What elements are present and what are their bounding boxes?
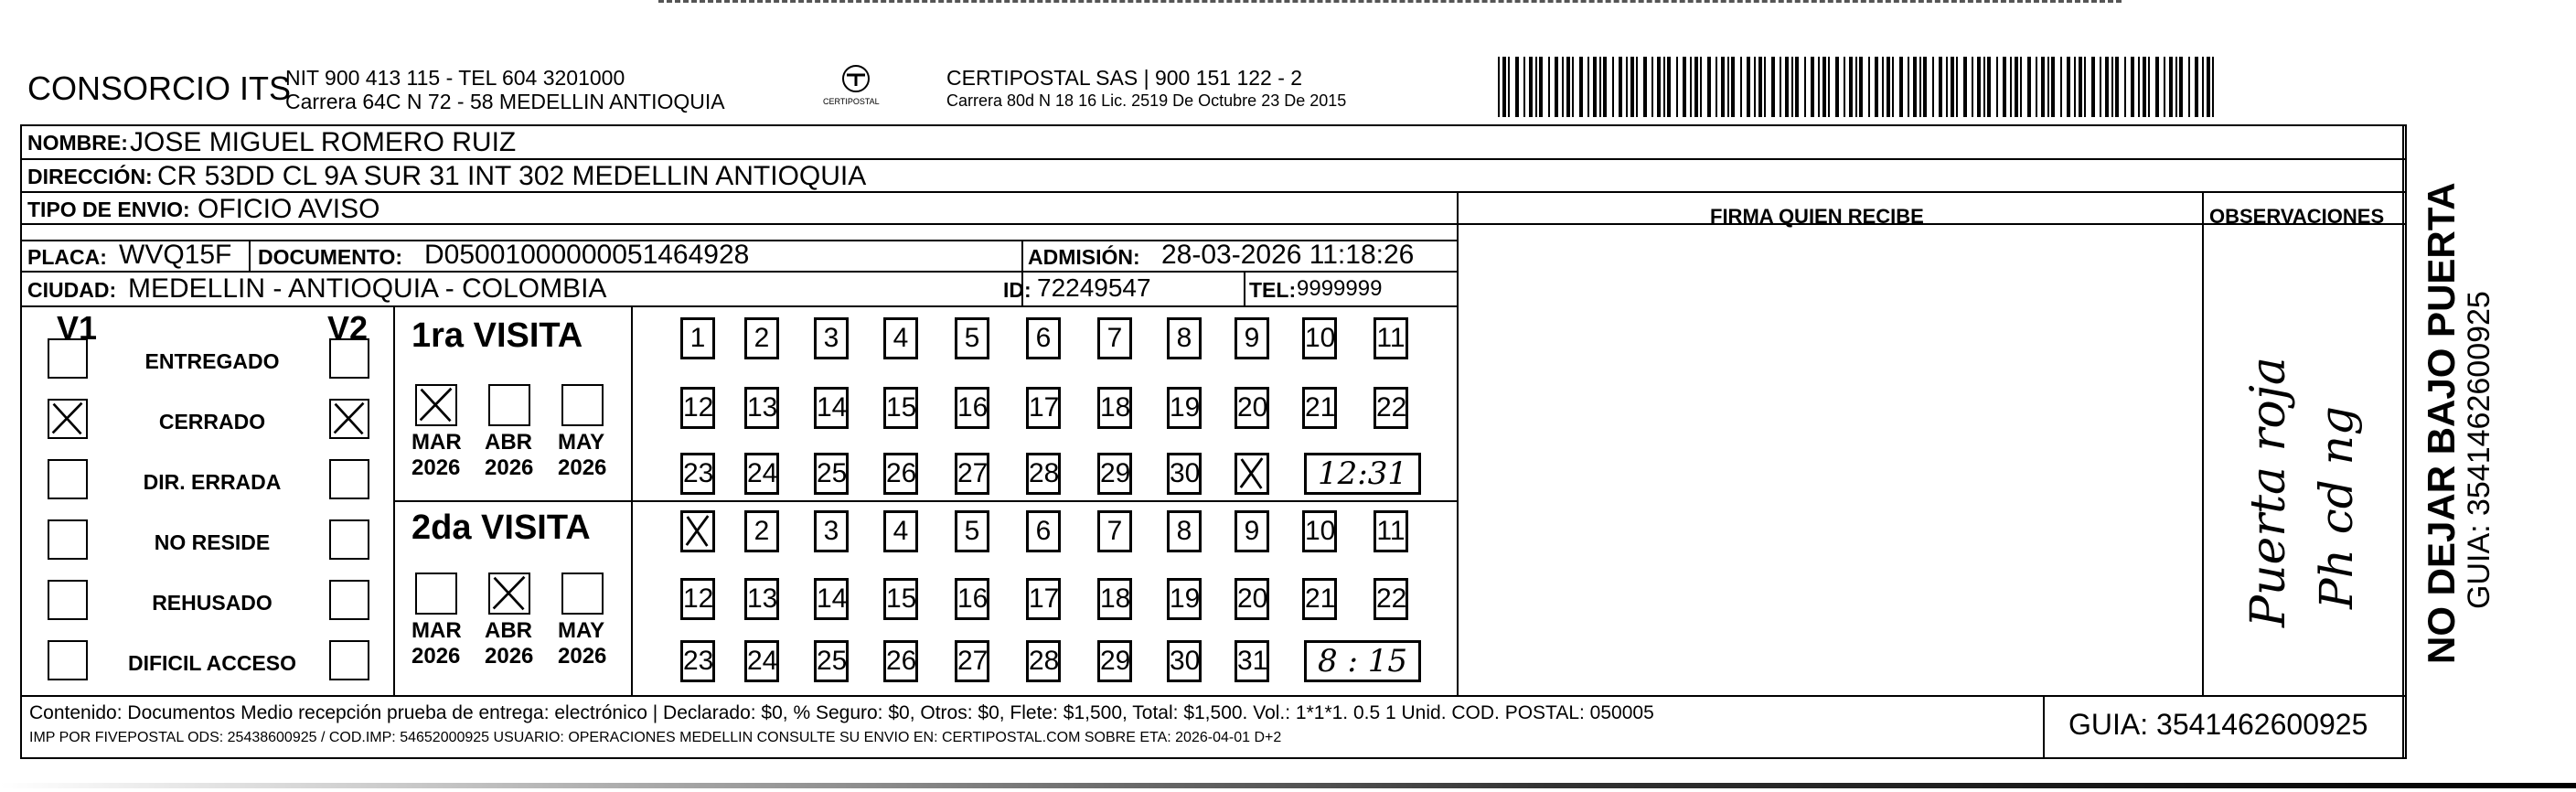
v1-checkbox[interactable]	[48, 580, 88, 620]
day-checkbox[interactable]: 19	[1167, 387, 1202, 429]
placa-value: WVQ15F	[119, 240, 232, 270]
year-label: 2026	[412, 455, 461, 480]
barcode-bar	[1785, 57, 1789, 117]
barcode-bar	[2091, 57, 2095, 117]
barcode-bar	[1977, 57, 1981, 117]
day-checkbox[interactable]: 21	[1302, 578, 1337, 620]
observaciones-label: OBSERVACIONES	[2209, 205, 2385, 228]
status-label: ENTREGADO	[144, 349, 280, 373]
v1-checkbox[interactable]	[48, 338, 88, 379]
barcode-bar	[1754, 57, 1756, 117]
v1-checkbox[interactable]	[48, 519, 88, 560]
day-checkbox[interactable]: 9	[1235, 317, 1269, 359]
day-checkbox[interactable]: 15	[883, 387, 918, 429]
barcode-bar	[1643, 57, 1647, 117]
barcode-bar	[1764, 57, 1766, 117]
firma-label: FIRMA QUIEN RECIBE	[1710, 205, 1924, 228]
barcode-bar	[1875, 57, 1878, 117]
day-checkbox[interactable]: 27	[955, 453, 989, 495]
barcode-bar	[1727, 57, 1729, 117]
day-checkbox[interactable]: 4	[883, 510, 918, 552]
barcode-bar	[2036, 57, 2037, 117]
company-name: CONSORCIO ITS	[27, 70, 292, 107]
barcode-bar	[2207, 57, 2210, 117]
no-dejar-text: NO DEJAR BAJO PUERTA	[2420, 182, 2463, 664]
barcode-bar	[2164, 57, 2165, 117]
certipostal-logo	[823, 64, 883, 110]
obs-handwriting-line2: Ph cd ng	[2310, 406, 2363, 609]
barcode-bar	[1676, 57, 1678, 117]
barcode-bar	[2111, 57, 2113, 117]
barcode-bar	[2195, 57, 2198, 117]
footer-guia: GUIA: 3541462600925	[2068, 708, 2368, 741]
v2-checkbox[interactable]	[329, 399, 369, 439]
v1-checkbox[interactable]	[48, 399, 88, 439]
barcode-bar	[1844, 57, 1845, 117]
day-checkbox[interactable]: 20	[1235, 578, 1269, 620]
day-checkbox[interactable]: 29	[1097, 640, 1132, 682]
barcode-bar	[1626, 57, 1628, 117]
barcode-bar	[1804, 57, 1806, 117]
barcode-bar	[2105, 57, 2109, 117]
barcode-bar	[1939, 57, 1942, 117]
day-checkbox[interactable]: 28	[1026, 640, 1061, 682]
side-text	[2407, 124, 2517, 759]
day-checkbox[interactable]: 8	[1167, 510, 1202, 552]
day-checkbox[interactable]: 3	[814, 510, 849, 552]
barcode-bar	[1946, 57, 1948, 117]
barcode-bar	[1731, 57, 1735, 117]
day-checkbox[interactable]: 2	[744, 510, 779, 552]
day-checkbox[interactable]: 25	[814, 453, 849, 495]
v2-checkbox[interactable]	[329, 519, 369, 560]
barcode-bar	[1818, 57, 1820, 117]
barcode-bar	[1593, 57, 1597, 117]
barcode-bar	[2020, 57, 2022, 117]
barcode-bar	[2148, 57, 2150, 117]
status-label: DIR. ERRADA	[143, 470, 282, 494]
day-checkbox[interactable]: 13	[744, 578, 779, 620]
barcode-bar	[2124, 57, 2126, 117]
barcode-bar	[2179, 57, 2183, 117]
barcode-bar	[1529, 57, 1533, 117]
v2-checkbox[interactable]	[329, 640, 369, 680]
day-checkbox[interactable]: 14	[814, 578, 849, 620]
day-checkbox[interactable]: 7	[1097, 510, 1132, 552]
barcode-bar	[1892, 57, 1894, 117]
obs-handwriting-line1: Puerta roja	[2241, 357, 2296, 627]
v2-label: V2	[327, 309, 369, 347]
day-checkbox[interactable]: 20	[1235, 387, 1269, 429]
barcode-bar	[2027, 57, 2031, 117]
day-checkbox[interactable]: 10	[1302, 317, 1337, 359]
year-label: 2026	[485, 455, 534, 480]
barcode-bar	[1919, 57, 1921, 117]
day-checkbox[interactable]: 5	[955, 510, 989, 552]
barcode-bar	[2060, 57, 2062, 117]
barcode-bar	[1908, 57, 1909, 117]
barcode-bar	[2041, 57, 2045, 117]
day-checkbox[interactable]: 23	[680, 640, 715, 682]
month-checkbox[interactable]	[488, 384, 530, 426]
day-checkbox[interactable]: 26	[883, 640, 918, 682]
barcode-bar	[1630, 57, 1634, 117]
day-checkbox[interactable]: 17	[1026, 387, 1061, 429]
v2-checkbox[interactable]	[329, 459, 369, 499]
barcode-bar	[2138, 57, 2140, 117]
company-nit: NIT 900 413 115 - TEL 604 3201000	[285, 66, 625, 90]
day-checkbox[interactable]: 9	[1235, 510, 1269, 552]
barcode-bar	[1859, 57, 1863, 117]
barcode-bar	[1566, 57, 1570, 117]
barcode-bar	[1548, 57, 1550, 117]
barcode-bar	[2051, 57, 2055, 117]
v1-checkbox[interactable]	[48, 640, 88, 680]
id-label: ID:	[1003, 278, 1031, 302]
day-checkbox[interactable]: 22	[1374, 578, 1408, 620]
barcode-bar	[2169, 57, 2173, 117]
barcode-bar	[1963, 57, 1967, 117]
direccion-label: DIRECCIÓN:	[27, 165, 153, 188]
year-label: 2026	[558, 644, 607, 669]
month-checkbox[interactable]	[561, 573, 604, 615]
barcode-bar	[1555, 57, 1558, 117]
barcode-bar	[1562, 57, 1564, 117]
documento-label: DOCUMENTO:	[258, 245, 403, 269]
direccion-value: CR 53DD CL 9A SUR 31 INT 302 MEDELLIN ANTIOQUIA	[157, 161, 867, 191]
day-checkbox[interactable]: 6	[1026, 317, 1061, 359]
month-label: MAR	[412, 618, 462, 643]
day-checkbox[interactable]: 4	[883, 317, 918, 359]
barcode-bar	[1932, 57, 1934, 117]
day-checkbox[interactable]: 19	[1167, 578, 1202, 620]
tel-label: TEL:	[1249, 278, 1297, 302]
barcode-bar	[1882, 57, 1884, 117]
month-label: MAY	[558, 430, 605, 455]
barcode-bar	[2175, 57, 2177, 117]
nombre-label: NOMBRE:	[27, 131, 128, 155]
observaciones-handwriting	[2206, 225, 2400, 695]
barcode-bar	[1535, 57, 1537, 117]
v2-checkbox[interactable]	[329, 580, 369, 620]
side-guia-text: GUIA: 3541462600925	[2462, 291, 2496, 609]
day-checkbox[interactable]: 31	[1235, 640, 1269, 682]
day-checkbox[interactable]: 10	[1302, 510, 1337, 552]
day-checkbox[interactable]: 16	[955, 387, 989, 429]
admision-value: 28-03-2026 11:18:26	[1161, 240, 1415, 270]
status-label: NO RESIDE	[154, 530, 271, 554]
barcode-bar	[2010, 57, 2012, 117]
barcode-bar	[1619, 57, 1622, 117]
barcode-bar	[2212, 57, 2214, 117]
barcode-bar	[1956, 57, 1958, 117]
barcode-bar	[1899, 57, 1903, 117]
company-address: Carrera 64C N 72 - 58 MEDELLIN ANTIOQUIA	[285, 90, 725, 113]
tipo-envio-value: OFICIO AVISO	[198, 194, 380, 224]
barcode-bar	[1663, 57, 1665, 117]
day-checkbox[interactable]: 1	[680, 317, 715, 359]
barcode-bar	[2202, 57, 2204, 117]
barcode-bar	[2100, 57, 2101, 117]
admision-label: ADMISIÓN:	[1028, 245, 1140, 269]
first-visit-title: 1ra VISITA	[412, 316, 583, 355]
status-label: REHUSADO	[152, 591, 273, 615]
footer-imp: IMP POR FIVEPOSTAL ODS: 25438600925 / COD.IMP: 54652000925 USUARIO: OPERACIONES MEDELLIN CONSULTE SU ENVIO EN: CERTIPOSTAL.COM SOBRE ETA: 2026-04-01 D+2	[29, 730, 1282, 745]
day-checkbox[interactable]: 25	[814, 640, 849, 682]
nombre-value: JOSE MIGUEL ROMERO RUIZ	[130, 127, 517, 157]
barcode-bar	[1828, 57, 1830, 117]
carrier-name: CERTIPOSTAL SAS | 900 151 122 - 2	[946, 66, 1303, 90]
day-checkbox[interactable]: 13	[744, 387, 779, 429]
day-checkbox[interactable]: 24	[744, 453, 779, 495]
day-checkbox[interactable]: 24	[744, 640, 779, 682]
barcode-bar	[1987, 57, 1991, 117]
day-checkbox[interactable]: 16	[955, 578, 989, 620]
month-checkbox[interactable]	[415, 384, 457, 426]
barcode-bar	[1636, 57, 1638, 117]
barcode-bar	[1603, 57, 1607, 117]
barcode	[1496, 57, 2228, 117]
barcode-bar	[1683, 57, 1686, 117]
barcode-bar	[1913, 57, 1917, 117]
barcode-bar	[1508, 57, 1510, 117]
ciudad-label: CIUDAD:	[27, 278, 117, 302]
barcode-bar	[1855, 57, 1857, 117]
footer-contenido: Contenido: Documentos Medio recepción prueba de entrega: electrónico | Declarado: $0, % Seguro: $0, Otros: $0, Flete: $1,500, Total: $1,500. Vol.: 1*1*1. 0.5 1 Unid. COD. POSTAL: 050005	[29, 702, 1654, 723]
ciudad-value: MEDELLIN - ANTIOQUIA - COLOMBIA	[128, 273, 607, 304]
barcode-bar	[1771, 57, 1775, 117]
barcode-bar	[1791, 57, 1793, 117]
barcode-bar	[2047, 57, 2049, 117]
bottom-edge	[0, 783, 2576, 788]
month-label: MAR	[412, 430, 462, 455]
day-checkbox[interactable]: 5	[955, 317, 989, 359]
day-checkbox[interactable]	[680, 510, 715, 552]
barcode-bar	[1780, 57, 1781, 117]
month-checkbox[interactable]	[415, 573, 457, 615]
time-box[interactable]: 12:31	[1304, 453, 1421, 495]
day-checkbox[interactable]: 18	[1097, 387, 1132, 429]
barcode-bar	[1951, 57, 1954, 117]
day-checkbox[interactable]	[1235, 453, 1269, 495]
day-checkbox[interactable]: 11	[1374, 510, 1408, 552]
barcode-bar	[1651, 57, 1653, 117]
year-label: 2026	[558, 455, 607, 480]
day-checkbox[interactable]: 27	[955, 640, 989, 682]
barcode-bar	[1572, 57, 1574, 117]
day-checkbox[interactable]: 14	[814, 387, 849, 429]
logo-text: CERTIPOSTAL	[823, 97, 880, 106]
barcode-bar	[1707, 57, 1711, 117]
barcode-bar	[2131, 57, 2134, 117]
barcode-bar	[2188, 57, 2190, 117]
month-label: MAY	[558, 618, 605, 643]
day-checkbox[interactable]: 23	[680, 453, 715, 495]
day-checkbox[interactable]: 6	[1026, 510, 1061, 552]
time-box[interactable]: 8 : 15	[1304, 640, 1421, 682]
v2-checkbox[interactable]	[329, 338, 369, 379]
top-edge-marks	[658, 0, 2122, 8]
barcode-bar	[2084, 57, 2086, 117]
barcode-bar	[1849, 57, 1853, 117]
barcode-bar	[1835, 57, 1839, 117]
day-checkbox[interactable]: 28	[1026, 453, 1061, 495]
day-checkbox[interactable]: 22	[1374, 387, 1408, 429]
day-checkbox[interactable]: 17	[1026, 578, 1061, 620]
barcode-bar	[1587, 57, 1589, 117]
barcode-bar	[1996, 57, 1998, 117]
tel-value: 9999999	[1297, 276, 1383, 301]
barcode-bar	[1498, 57, 1500, 117]
barcode-bar	[1716, 57, 1717, 117]
barcode-bar	[2115, 57, 2119, 117]
barcode-bar	[1972, 57, 1973, 117]
barcode-bar	[1923, 57, 1927, 117]
day-checkbox[interactable]: 12	[680, 387, 715, 429]
barcode-bar	[1515, 57, 1519, 117]
tipo-envio-label: TIPO DE ENVIO:	[27, 198, 190, 221]
day-checkbox[interactable]: 18	[1097, 578, 1132, 620]
barcode-bar	[1795, 57, 1799, 117]
day-checkbox[interactable]: 12	[680, 578, 715, 620]
barcode-bar	[1983, 57, 1985, 117]
day-checkbox[interactable]: 30	[1167, 453, 1202, 495]
barcode-bar	[2003, 57, 2006, 117]
documento-value: D05001000000051464928	[424, 240, 750, 270]
barcode-bar	[1657, 57, 1661, 117]
id-value: 72249547	[1037, 273, 1151, 302]
barcode-bar	[1523, 57, 1525, 117]
barcode-bar	[2155, 57, 2159, 117]
barcode-bar	[1667, 57, 1671, 117]
barcode-bar	[2067, 57, 2070, 117]
day-checkbox[interactable]: 29	[1097, 453, 1132, 495]
barcode-bar	[1721, 57, 1725, 117]
day-checkbox[interactable]: 11	[1374, 317, 1408, 359]
day-checkbox[interactable]: 8	[1167, 317, 1202, 359]
barcode-bar	[1868, 57, 1870, 117]
year-label: 2026	[485, 644, 534, 669]
placa-label: PLACA:	[27, 245, 107, 269]
barcode-bar	[1599, 57, 1601, 117]
day-checkbox[interactable]: 7	[1097, 317, 1132, 359]
carrier-address: Carrera 80d N 18 16 Lic. 2519 De Octubre 23 De 2015	[946, 91, 1347, 110]
day-checkbox[interactable]: 26	[883, 453, 918, 495]
day-checkbox[interactable]: 30	[1167, 640, 1202, 682]
barcode-bar	[1612, 57, 1614, 117]
barcode-bar	[1690, 57, 1692, 117]
day-checkbox[interactable]: 21	[1302, 387, 1337, 429]
barcode-bar	[1887, 57, 1890, 117]
barcode-bar	[1700, 57, 1702, 117]
barcode-bar	[1694, 57, 1698, 117]
day-checkbox[interactable]: 15	[883, 578, 918, 620]
barcode-bar	[2015, 57, 2018, 117]
barcode-bar	[1747, 57, 1750, 117]
day-checkbox[interactable]: 2	[744, 317, 779, 359]
v1-label: V1	[57, 309, 98, 347]
barcode-bar	[1822, 57, 1826, 117]
status-label: CERRADO	[158, 410, 266, 433]
barcode-bar	[2143, 57, 2146, 117]
month-checkbox[interactable]	[561, 384, 604, 426]
barcode-bar	[1539, 57, 1543, 117]
month-checkbox[interactable]	[488, 573, 530, 615]
barcode-bar	[1502, 57, 1506, 117]
day-checkbox[interactable]: 3	[814, 317, 849, 359]
barcode-bar	[1579, 57, 1583, 117]
barcode-bar	[1811, 57, 1814, 117]
v1-checkbox[interactable]	[48, 459, 88, 499]
year-label: 2026	[412, 644, 461, 669]
barcode-bar	[1740, 57, 1742, 117]
barcode-bar	[1758, 57, 1762, 117]
second-visit-title: 2da VISITA	[412, 508, 591, 547]
barcode-bar	[2074, 57, 2076, 117]
status-label: DIFICIL ACCESO	[127, 651, 296, 675]
barcode-bar	[2079, 57, 2082, 117]
month-label: ABR	[485, 430, 532, 455]
month-label: ABR	[485, 618, 532, 643]
